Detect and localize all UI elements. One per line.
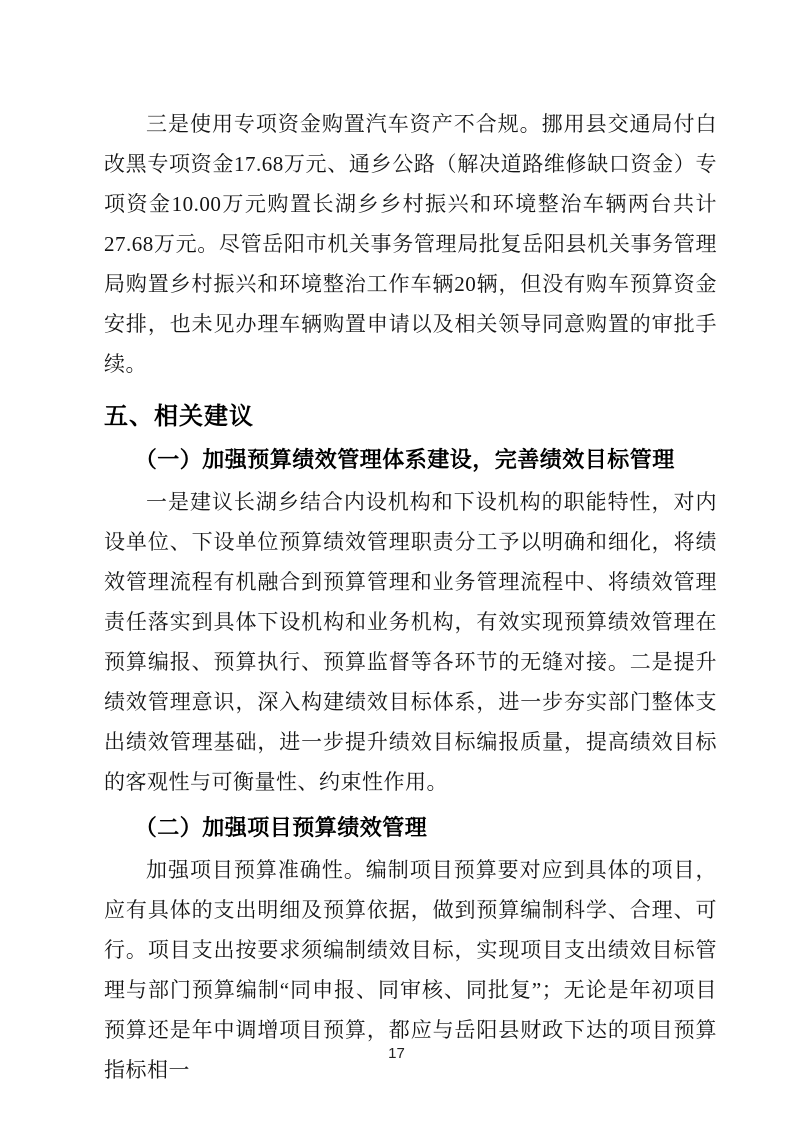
subsection-heading-performance-system: （一）加强预算绩效管理体系建设，完善绩效目标管理 [134, 447, 675, 472]
paragraph-recommendation-project-budget: 加强项目预算准确性。编制项目预算要对应到具体的项目，应有具体的支出明细及预算依据，做到预算编制科学、合理、可行。项目支出按要求须编制绩效目标，实现项目支出绩效目标管理与部门预算编制“同申报、同审核、同批复”；无论是年初项目预算还是年中调增项目预算，都应与岳阳县财政下达的项目预算指标相一 [104, 858, 717, 1082]
section-heading-recommendations: 五、相关建议 [104, 403, 254, 430]
paragraph-recommendation-performance-system: 一是建议长湖乡结合内设机构和下设机构的职能特性，对内设单位、下设单位预算绩效管理职责分工予以明确和细化，将绩效管理流程有机融合到预算管理和业务管理流程中、将绩效管理责任落实到具体下设机构和业务机构，有效实现预算绩效管理在预算编报、预算执行、预算监督等各环节的无缝对接。二是提升绩效管理意识，深入构建绩效目标体系，进一步夯实部门整体支出绩效管理基础，进一步提升绩效目标编报质量，提高绩效目标的客观性与可衡量性、约束性作用。 [104, 490, 717, 794]
page-number: 17 [388, 1045, 405, 1062]
subsection-heading-project-budget: （二）加强项目预算绩效管理 [134, 815, 428, 840]
document-content [104, 104, 717, 1090]
paragraph-vehicle-purchase-finding: 三是使用专项资金购置汽车资产不合规。挪用县交通局付白改黑专项资金17.68万元、通乡公路（解决道路维修缺口资金）专项资金10.00万元购置长湖乡乡村振兴和环境整治车辆两台共计27.68万元。尽管岳阳市机关事务管理局批复岳阳县机关事务管理局购置乡村振兴和环境整治工作车辆20辆，但没有购车预算资金安排，也未见办理车辆购置申请以及相关领导同意购置的审批手续。 [104, 112, 717, 376]
